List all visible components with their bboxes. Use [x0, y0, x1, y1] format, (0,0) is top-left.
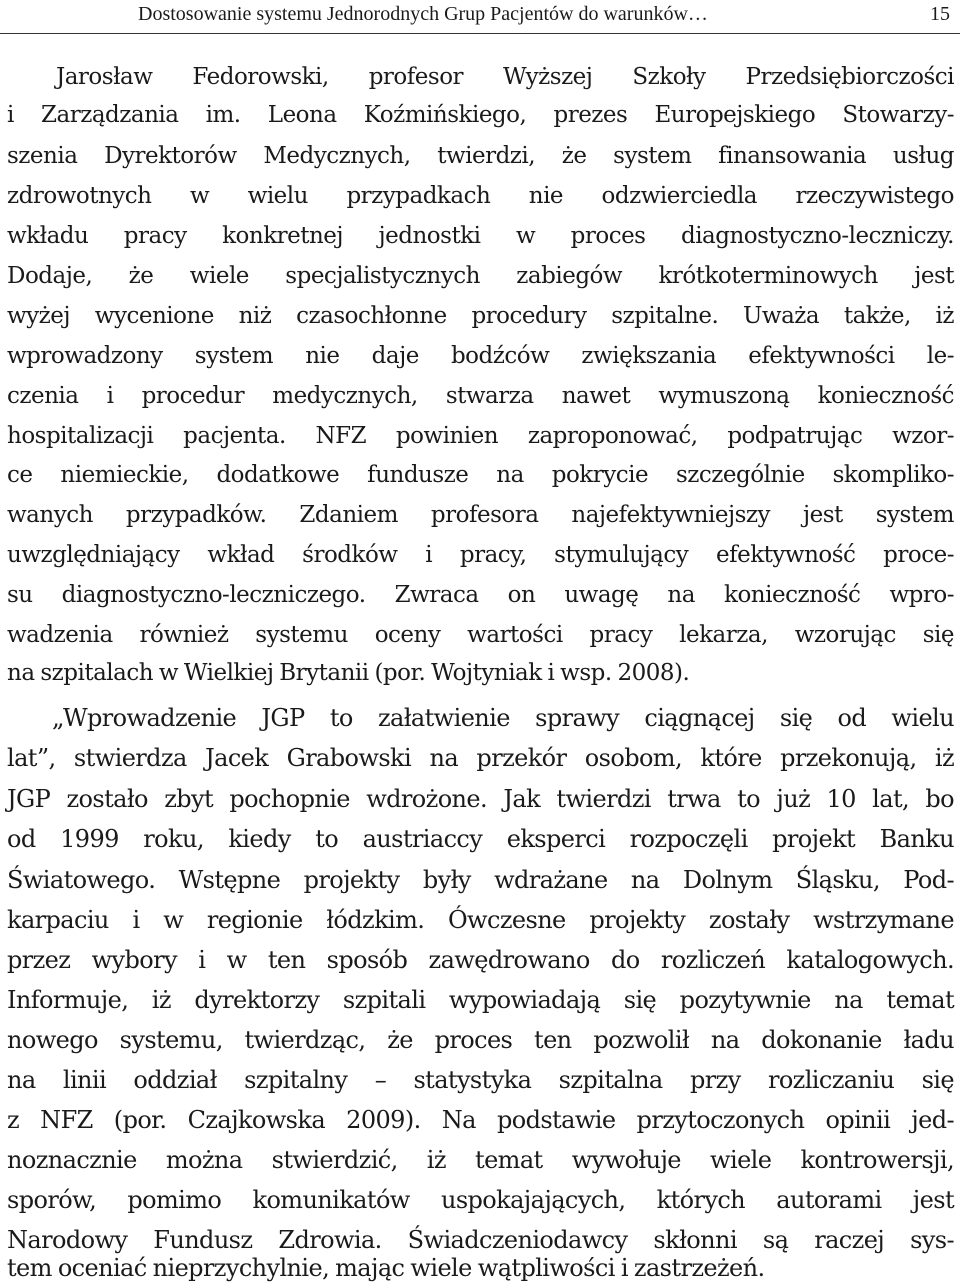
text-line: z NFZ (por. Czajkowska 2009). Na podstawie przytoczonych opinii jed- [7, 1106, 954, 1134]
text-line: uwzględniający wkład środków i pracy, stymulujący efektywność proce- [7, 542, 954, 568]
text-line: wanych przypadków. Zdaniem profesora najefektywniejszy jest system [7, 502, 954, 528]
text-line: su diagnostyczno-leczniczego. Zwraca on uwagę na konieczność wpro- [7, 582, 954, 608]
text-line: czenia i procedur medycznych, stwarza nawet wymuszoną konieczność [7, 383, 954, 409]
text-line: na linii oddział szpitalny – statystyka szpitalna przy rozliczaniu się [7, 1066, 954, 1094]
text-line: Informuje, iż dyrektorzy szpitali wypowiadają się pozytywnie na temat [7, 986, 954, 1014]
text-line: tem oceniać nieprzychylnie, mając wiele wątpliwości i zastrzeżeń. [7, 1254, 765, 1282]
text-line: wadzenia również systemu oceny wartości pracy lekarza, wzorując się [7, 622, 954, 648]
text-line: przez wybory i w ten sposób zawędrowano do rozliczeń katalogowych. [7, 946, 954, 974]
text-line: lat”, stwierdza Jacek Grabowski na przekór osobom, które przekonują, iż [7, 744, 954, 772]
text-line: nowego systemu, twierdząc, że proces ten pozwolił na dokonanie ładu [7, 1026, 954, 1054]
text-line: Narodowy Fundusz Zdrowia. Świadczeniodawcy skłonni są raczej sys- [7, 1226, 954, 1254]
text-line: karpaciu i w regionie łódzkim. Ówczesne projekty zostały wstrzymane [7, 906, 954, 934]
text-line: Dodaje, że wiele specjalistycznych zabiegów krótkoterminowych jest [7, 263, 954, 289]
text-line: zdrowotnych w wielu przypadkach nie odzwierciedla rzeczywistego [7, 183, 954, 209]
running-header [0, 0, 960, 36]
text-line: sporów, pomimo komunikatów uspokajających, których autorami jest [7, 1186, 954, 1214]
text-line: hospitalizacji pacjenta. NFZ powinien zaproponować, podpatrując wzor- [7, 423, 954, 449]
text-line: wprowadzony system nie daje bodźców zwiększania efektywności le- [7, 343, 954, 369]
text-line: od 1999 roku, kiedy to austriaccy eksperci rozpoczęli projekt Banku [7, 825, 954, 853]
text-line: wkładu pracy konkretnej jednostki w proces diagnostyczno-leczniczy. [7, 223, 954, 249]
running-header-title: Dostosowanie systemu Jednorodnych Grup Pacjentów do warunków… [138, 3, 708, 25]
page-number: 15 [930, 3, 950, 25]
text-line: i Zarządzania im. Leona Koźmińskiego, prezes Europejskiego Stowarzy- [7, 102, 954, 128]
header-divider [0, 33, 960, 34]
text-line: ce niemieckie, dodatkowe fundusze na pokrycie szczególnie skompliko- [7, 462, 954, 488]
text-line: JGP zostało zbyt pochopnie wdrożone. Jak twierdzi trwa to już 10 lat, bo [7, 785, 954, 813]
text-line: Jarosław Fedorowski, profesor Wyższej Szkoły Przedsiębiorczości [56, 64, 954, 90]
text-line: wyżej wycenione niż czasochłonne procedury szpitalne. Uważa także, iż [7, 303, 954, 329]
text-line: noznacznie można stwierdzić, iż temat wywołuje wiele kontrowersji, [7, 1146, 954, 1174]
text-line: Światowego. Wstępne projekty były wdrażane na Dolnym Śląsku, Pod- [7, 866, 954, 894]
text-line: na szpitalach w Wielkiej Brytanii (por. Wojtyniak i wsp. 2008). [7, 660, 690, 686]
text-line: szenia Dyrektorów Medycznych, twierdzi, że system finansowania usług [7, 143, 954, 169]
text-line: „Wprowadzenie JGP to załatwienie sprawy ciągnącej się od wielu [52, 704, 954, 732]
